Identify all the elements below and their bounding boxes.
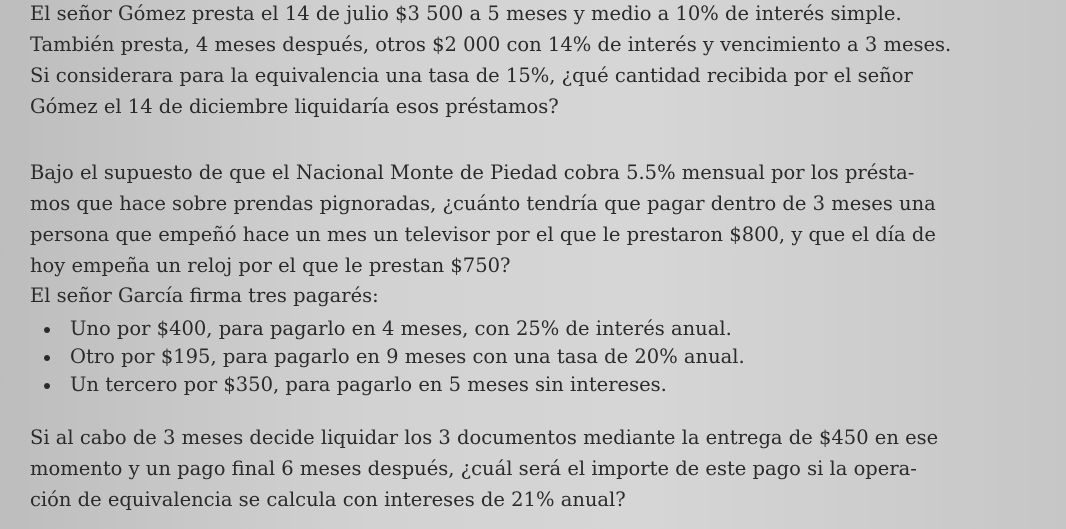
problem-2-line: persona que empeñó hace un mes un televisor por el que le prestaron $800, y que el día de [30, 223, 936, 246]
bullet-icon [44, 355, 50, 361]
bullet-icon [44, 327, 50, 333]
problem-3-intro [30, 280, 1040, 311]
list-item [44, 343, 1024, 371]
list-item-text: Otro por $195, para pagarlo en 9 meses con una tasa de 20% anual. [70, 345, 745, 368]
problem-3-closing [30, 422, 1040, 515]
bullet-icon [44, 383, 50, 389]
problem-1 [30, 0, 1040, 122]
problem-3-closing-line: momento y un pago final 6 meses después, ¿cuál será el importe de este pago si la opera- [30, 457, 917, 480]
problem-1-line: Si considerara para la equivalencia una tasa de 15%, ¿qué cantidad recibida por el señor [30, 64, 913, 87]
promissory-notes-list [44, 315, 1024, 399]
list-item-text: Uno por $400, para pagarlo en 4 meses, con 25% de interés anual. [70, 317, 732, 340]
problem-1-line: El señor Gómez presta el 14 de julio $3 500 a 5 meses y medio a 10% de interés simple. [30, 2, 902, 25]
list-item [44, 371, 1024, 399]
problem-3-intro-text: El señor García firma tres pagarés: [30, 284, 379, 307]
problem-1-line: También presta, 4 meses después, otros $2 000 con 14% de interés y vencimiento a 3 meses. [30, 33, 952, 56]
problem-1-line: Gómez el 14 de diciembre liquidaría esos préstamos? [30, 95, 559, 118]
problem-3-closing-line: ción de equivalencia se calcula con intereses de 21% anual? [30, 488, 626, 511]
problem-2-line: mos que hace sobre prendas pignoradas, ¿cuánto tendría que pagar dentro de 3 meses una [30, 192, 936, 215]
problem-3-closing-line: Si al cabo de 3 meses decide liquidar los 3 documentos mediante la entrega de $450 en ese [30, 426, 939, 449]
problem-2-line: Bajo el supuesto de que el Nacional Monte de Piedad cobra 5.5% mensual por los présta- [30, 161, 915, 184]
problem-2 [30, 157, 1040, 281]
list-item [44, 315, 1024, 343]
problem-2-line: hoy empeña un reloj por el que le prestan $750? [30, 254, 511, 277]
list-item-text: Un tercero por $350, para pagarlo en 5 meses sin intereses. [70, 373, 667, 396]
